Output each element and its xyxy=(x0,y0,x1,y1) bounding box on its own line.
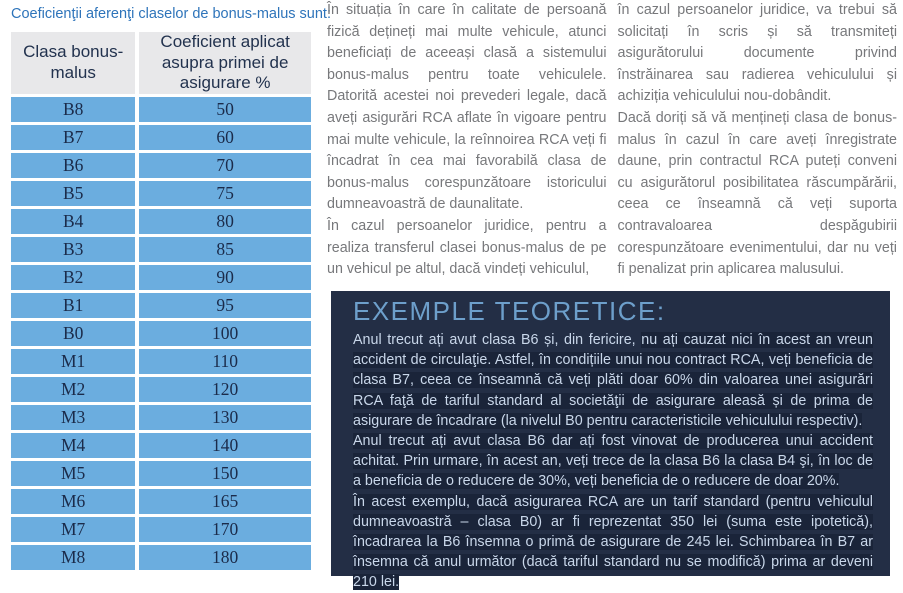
table-header-row xyxy=(11,32,311,94)
examples-title: EXEMPLE TEORETICE: xyxy=(353,296,666,326)
class-cell: B0 xyxy=(11,321,135,346)
class-cell: B6 xyxy=(11,153,135,178)
class-cell: B4 xyxy=(11,209,135,234)
plain-text: Anul trecut ați avut clasa B6 și, din fericire, xyxy=(353,332,642,348)
coefficient-cell: 70 xyxy=(139,153,311,178)
coefficient-cell: 120 xyxy=(139,377,311,402)
table-row xyxy=(11,209,311,234)
table-row xyxy=(11,181,311,206)
class-cell: M3 xyxy=(11,405,135,430)
coefficient-cell: 95 xyxy=(139,293,311,318)
coefficient-cell: 75 xyxy=(139,181,311,206)
coefficient-cell: 60 xyxy=(139,125,311,150)
coefficient-cell: 110 xyxy=(139,349,311,374)
coefficient-cell: 150 xyxy=(139,461,311,486)
bonus-malus-table xyxy=(7,29,315,573)
class-column-header: Clasa bonus-malus xyxy=(11,32,135,94)
right-text-column xyxy=(618,0,898,281)
class-cell: B2 xyxy=(11,265,135,290)
coefficient-column-header: Coeficient aplicat asupra primei de asigurare % xyxy=(139,32,311,94)
class-cell: M1 xyxy=(11,349,135,374)
class-cell: M8 xyxy=(11,545,135,570)
class-cell: B3 xyxy=(11,237,135,262)
class-cell: B1 xyxy=(11,293,135,318)
examples-paragraphs xyxy=(353,330,873,593)
class-cell: M2 xyxy=(11,377,135,402)
coefficient-table-body xyxy=(11,97,311,570)
coefficient-cell: 130 xyxy=(139,405,311,430)
table-row xyxy=(11,97,311,122)
highlighted-text: nu ați cauzat nici în acest an vreun accident de circulaţie. Astfel, în condițiile unui nou contract RCA, veți beneficia de clasa B7, ceea ce înseamnă că veți plăti doar 60% din valoarea unei asigurări RCA faţă de tariful standard al societăţii de asigurare aleasă și de prima de asigurare de încadrare (la nivelul B0 pentru caracteristicile vehiculului respectiv). xyxy=(353,332,873,429)
coefficient-cell: 100 xyxy=(139,321,311,346)
intro-title: Coeficienţii aferenţi claselor de bonus-malus sunt: xyxy=(11,6,331,22)
table-row xyxy=(11,237,311,262)
class-cell: M5 xyxy=(11,461,135,486)
examples-paragraph xyxy=(353,492,873,593)
class-cell: M6 xyxy=(11,489,135,514)
class-cell: B7 xyxy=(11,125,135,150)
table-row xyxy=(11,461,311,486)
coefficient-cell: 50 xyxy=(139,97,311,122)
table-row xyxy=(11,153,311,178)
coefficient-cell: 90 xyxy=(139,265,311,290)
table-row xyxy=(11,321,311,346)
class-cell: B5 xyxy=(11,181,135,206)
examples-box xyxy=(331,291,890,591)
table-row xyxy=(11,265,311,290)
highlighted-text: În acest exemplu, dacă asigurarea RCA are un tarif standard (pentru vehiculul dumneavoastră – clasa B0) ar fi reprezentat 350 lei (suma este ipotetică), încadrarea la B6 însemna o primă de asigurare de 245 lei. Schimbarea în B7 ar însemna că anul următor (dacă tariful standard nu se modifică) prima ar deveni 210 lei. xyxy=(353,493,873,591)
article-text xyxy=(327,0,897,281)
paragraph: în cazul persoanelor juridice, va trebui să solicitați în scris și să transmiteți asigurătorului documente privind înstrăinarea sau radierea vehiculului și achiziția vehiculului nou-dobândit. xyxy=(617,2,897,105)
coefficient-cell: 170 xyxy=(139,517,311,542)
coefficient-cell: 140 xyxy=(139,433,311,458)
class-cell: B8 xyxy=(11,97,135,122)
paragraph: În cazul persoanelor juridice, pentru a realiza transferul clasei bonus-malus de pe un vehicul pe altul, dacă vindeți vehiculul, xyxy=(327,217,607,278)
paragraph: Dacă doriți să vă mențineți clasa de bonus-malus în cazul în care aveți înregistrate daune, prin contractul RCA puteți conveni cu asigurătorul posibilitatea răscumpărării, ceea ce înseamnă că veți suporta contravaloarea despăgubirii corespunzătoare evenimentului, dar nu veți fi penalizat prin aplicarea malusului. xyxy=(617,109,897,278)
highlighted-text: Anul trecut ați avut clasa B6 dar ați fost vinovat de producerea unui accident achitat. Prin urmare, în acest an, veți trece de la clasa B6 la clasa B4 şi, în loc de a beneficia de o reducere de 30%, veți beneficia de o reducere de doar 20%. xyxy=(353,433,873,490)
table-row xyxy=(11,405,311,430)
coefficient-cell: 85 xyxy=(139,237,311,262)
class-cell: M7 xyxy=(11,517,135,542)
paragraph: În situația în care în calitate de persoană fizică dețineți mai multe vehicule, atunci beneficiați de aceeași clasă a sistemului bonus-malus pentru toate vehiculele. Datorită acestei noi prevederi legale, dacă aveți asigurări RCA aflate în vigoare pentru mai multe vehicule, la reînnoirea RCA veți fi încadrat în cea mai favorabilă clasa de bonus-malus corespunzătoare istoricului dumneavoastră de daunalitate. xyxy=(327,2,607,213)
examples-paragraph xyxy=(353,330,873,431)
middle-text-column xyxy=(327,0,607,281)
table-row xyxy=(11,489,311,514)
coefficient-cell: 165 xyxy=(139,489,311,514)
table-row xyxy=(11,433,311,458)
coefficient-cell: 80 xyxy=(139,209,311,234)
table-row xyxy=(11,517,311,542)
table-row xyxy=(11,545,311,570)
table-row xyxy=(11,125,311,150)
table-row xyxy=(11,293,311,318)
coefficient-cell: 180 xyxy=(139,545,311,570)
table-row xyxy=(11,349,311,374)
class-cell: M4 xyxy=(11,433,135,458)
table-header xyxy=(11,32,311,94)
table-row xyxy=(11,377,311,402)
examples-paragraph xyxy=(353,431,873,492)
